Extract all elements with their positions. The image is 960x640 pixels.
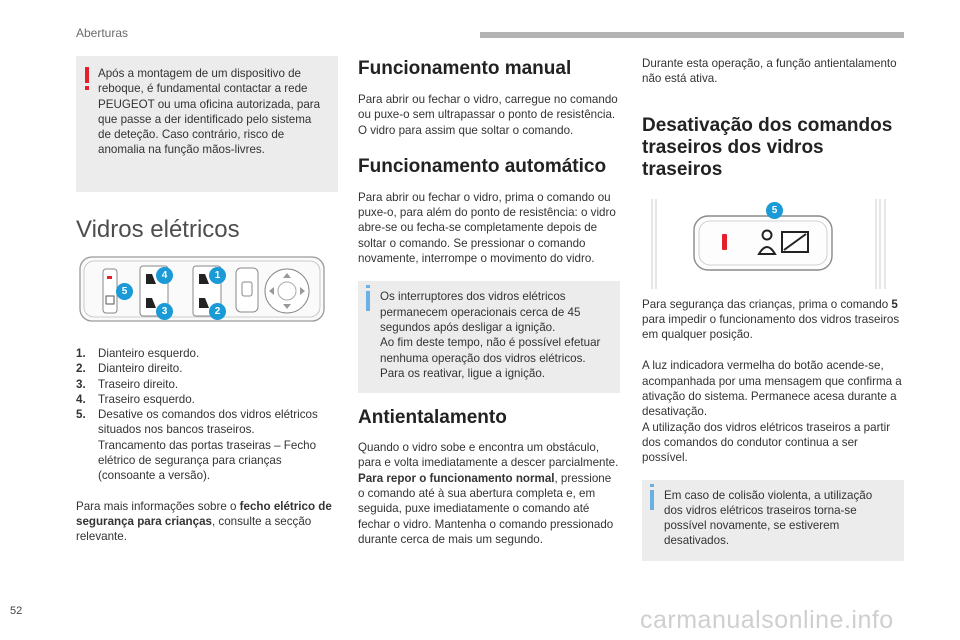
callout-3: 3 xyxy=(156,303,173,320)
list-item: 3. Traseiro direito. xyxy=(76,377,179,391)
info-icon xyxy=(650,490,654,510)
column-3 xyxy=(642,56,904,561)
info-text: Os interruptores dos vidros elétricos permanecem operacionais cerca de 45 segundos após desligar a ignição. xyxy=(380,290,581,334)
manual-text: Para abrir ou fechar o vidro, carregue no comando ou puxe-o sem ultrapassar o ponto de resistência. O vidro para assim que soltar o comando. xyxy=(358,93,618,137)
list-item: Trancamento das portas traseiras – Fecho elétrico de segurança para crianças (consoante a versão). xyxy=(98,438,317,483)
manual-heading: Funcionamento manual xyxy=(358,58,572,79)
callout-1: 1 xyxy=(209,267,226,284)
info-box xyxy=(358,281,620,393)
anti-pinch-text: Quando o vidro sobe e encontra um obstáculo, para e volta imediatamente a descer parcialmente. xyxy=(358,441,619,470)
info-text: Em caso de colisão violenta, a utilização dos vidros elétricos traseiros torna-se possível novamente, se estiverem desativados. xyxy=(664,488,873,548)
window-control-list xyxy=(76,346,338,484)
indicator-light-paragraph: A luz indicadora vermelha do botão acende-se, acompanhada por uma mensagem que confirma a ativação do sistema. Permanece acesa durante a desativação. xyxy=(642,359,902,419)
info-text: Ao fim deste tempo, não é possível efetuar nenhuma operação dos vidros elétricos. Para os reativar, ligue a ignição. xyxy=(380,336,601,380)
warning-box xyxy=(76,56,338,192)
callout-2: 2 xyxy=(209,303,226,320)
auto-text: Para abrir ou fechar o vidro, prima o comando ou puxe-o, para além do ponto de resistência: o vidro abre-se ou fecha-se completamente depois de soltar o comando. Se pressionar o comando novamente, interrompe o movimento do vidro. xyxy=(358,190,616,266)
intro-text: Durante esta operação, a função antientalamento não está ativa. xyxy=(642,57,897,86)
watermark: carmanualsonline.info xyxy=(640,606,894,634)
child-safety-paragraph: Para segurança das crianças, prima o comando 5 para impedir o funcionamento dos vidros traseiros em qualquer posição. xyxy=(642,297,900,342)
column-1 xyxy=(76,56,338,545)
header-rule xyxy=(480,32,904,38)
section-heading: Vidros elétricos xyxy=(76,216,240,243)
list-item: 5. Desative os comandos dos vidros elétricos situados nos bancos traseiros. xyxy=(76,408,318,437)
driver-controls-paragraph: A utilização dos vidros elétricos traseiros a partir dos comandos do condutor continua a ser possível. xyxy=(642,420,891,465)
callout-5: 5 xyxy=(116,283,133,300)
rear-deactivation-heading: Desativação dos comandos traseiros dos vidros traseiros xyxy=(642,114,893,180)
window-switch-panel-figure xyxy=(76,254,326,324)
page-number: 52 xyxy=(10,605,23,617)
more-info-paragraph: Para mais informações sobre o fecho elétrico de segurança para crianças, consulte a secção relevante. xyxy=(76,499,332,544)
anti-pinch-reset-text: Para repor o funcionamento normal, pressione o comando até à sua abertura completa e, em seguida, puxe imediatamente o comando até fechar o vidro. Mantenha o comando pressionado durante cerca de mais um segundo. xyxy=(358,471,614,546)
list-item: 1. Dianteiro esquerdo. xyxy=(76,347,200,360)
callout-5: 5 xyxy=(766,202,783,219)
anti-pinch-heading: Antientalamento xyxy=(358,407,507,429)
column-2 xyxy=(358,56,620,547)
info-icon xyxy=(366,291,370,311)
warning-text: Após a montagem de um dispositivo de reboque, é fundamental contactar a rede PEUGEOT ou uma oficina autorizada, para que passe a der identificado pelo sistema de deteção. Caso contrário, risco de anomalia na função mãos-livres. xyxy=(98,67,321,157)
auto-heading: Funcionamento automático xyxy=(358,155,607,177)
list-item: 4. Traseiro esquerdo. xyxy=(76,392,195,406)
section-title: Aberturas xyxy=(76,26,129,40)
child-lock-switch-figure xyxy=(642,199,904,289)
warning-icon xyxy=(85,67,89,83)
callout-4: 4 xyxy=(156,267,173,284)
info-box xyxy=(642,480,904,561)
list-item: 2. Dianteiro direito. xyxy=(76,362,183,376)
